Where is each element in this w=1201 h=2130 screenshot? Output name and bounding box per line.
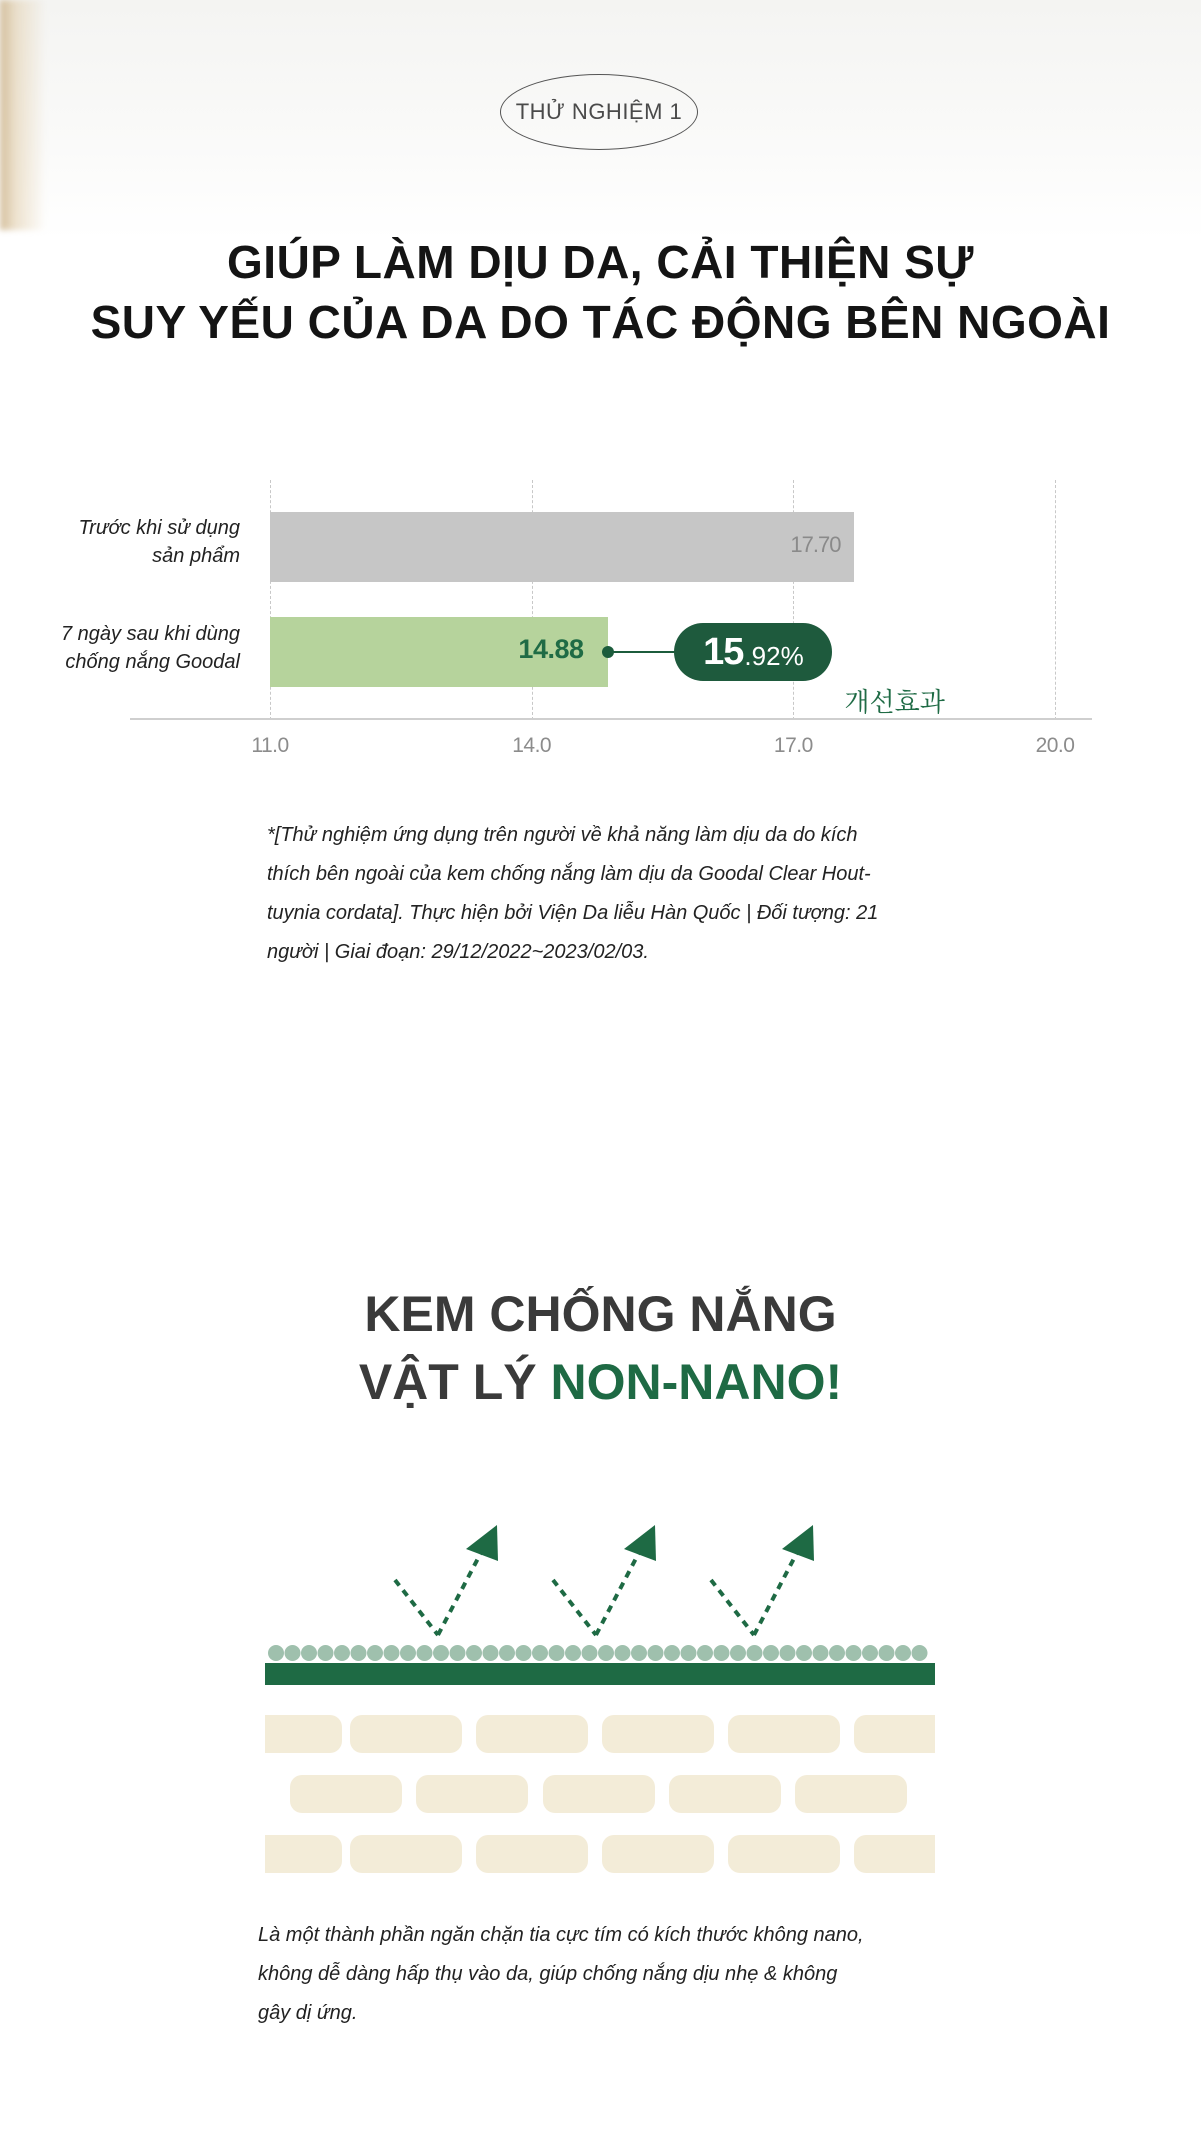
skin-cell	[260, 1715, 342, 1753]
mineral-particle	[400, 1645, 416, 1661]
mineral-particle	[565, 1645, 581, 1661]
mineral-particle	[334, 1645, 350, 1661]
footnote-line-1: *[Thử nghiệm ứng dụng trên người về khả năng làm dịu da do kích	[267, 824, 858, 846]
skin-cell	[669, 1775, 781, 1813]
mineral-particle	[285, 1645, 301, 1661]
grid-line	[1055, 480, 1056, 720]
mineral-particle	[664, 1645, 680, 1661]
reflect-arrow-icon	[553, 1525, 656, 1635]
mineral-particle	[813, 1645, 829, 1661]
section-title-accent: NON-NANO!	[550, 1354, 843, 1410]
skin-cell	[290, 1775, 402, 1813]
footnote-line-3: tuynia cordata]. Thực hiện bởi Viện Da liễu Hàn Quốc | Đối tượng: 21	[267, 902, 879, 924]
mineral-particle	[763, 1645, 779, 1661]
mineral-particle	[384, 1645, 400, 1661]
mineral-particle	[780, 1645, 796, 1661]
skin-cell	[350, 1715, 462, 1753]
test-badge	[500, 74, 698, 150]
page-title-line-1: GIÚP LÀM DỊU DA, CẢI THIỆN SỰ	[227, 236, 974, 288]
section-title-line-2	[0, 1348, 1201, 1416]
mineral-particle	[681, 1645, 697, 1661]
arrow-head	[466, 1525, 498, 1561]
product-description	[258, 1916, 978, 2033]
mineral-particle	[367, 1645, 383, 1661]
mineral-particle	[846, 1645, 862, 1661]
annotation-dot	[602, 646, 614, 658]
category-label-after-line-1: 7 ngày sau khi dùng	[60, 623, 240, 645]
page-title	[0, 232, 1201, 352]
mineral-particle	[615, 1645, 631, 1661]
section-title	[0, 1280, 1201, 1416]
mineral-particle	[829, 1645, 845, 1661]
skin-cell	[795, 1775, 907, 1813]
description-line-3: gây dị ứng.	[258, 2002, 358, 2024]
skin-cell	[854, 1835, 940, 1873]
category-label-before-line-1: Trước khi sử dụng	[78, 517, 240, 539]
mineral-particle	[466, 1645, 482, 1661]
test-badge-label: THỬ NGHIỆM 1	[515, 99, 683, 124]
category-label-before-line-2: sản phẩm	[152, 545, 240, 567]
reflect-arrow-icon	[711, 1525, 814, 1635]
mineral-particle	[268, 1645, 284, 1661]
bar-value-after: 14.88	[518, 634, 584, 664]
x-tick-label: 17.0	[773, 734, 813, 757]
skin-cell	[854, 1715, 940, 1753]
mineral-particle	[549, 1645, 565, 1661]
mineral-particle	[747, 1645, 763, 1661]
mineral-particle	[895, 1645, 911, 1661]
improvement-value-integer: 15	[703, 630, 744, 673]
mineral-particle	[648, 1645, 664, 1661]
sunscreen-layer-icon	[260, 1515, 940, 1875]
mineral-particle	[499, 1645, 515, 1661]
arrow-head	[624, 1525, 656, 1561]
skin-cell	[543, 1775, 655, 1813]
decorative-streak	[0, 0, 46, 230]
reflect-arrows	[395, 1525, 814, 1635]
x-axis-line	[130, 718, 1092, 720]
skin-cell	[416, 1775, 528, 1813]
comparison-bar-chart	[0, 460, 1201, 780]
description-line-2: không dễ dàng hấp thụ vào da, giúp chống nắng dịu nhẹ & không	[258, 1963, 838, 1985]
improvement-caption: 개선효과	[844, 687, 945, 717]
mineral-particle	[714, 1645, 730, 1661]
skin-cell	[728, 1835, 840, 1873]
improvement-badge	[674, 623, 832, 681]
mineral-particle	[450, 1645, 466, 1661]
incoming-ray	[711, 1580, 754, 1635]
improvement-value-decimal: .92%	[744, 640, 804, 671]
reflected-ray	[438, 1545, 485, 1635]
mineral-particle	[912, 1645, 928, 1661]
non-nano-illustration	[260, 1515, 940, 1875]
mineral-particle	[532, 1645, 548, 1661]
mineral-particle	[697, 1645, 713, 1661]
mineral-particle	[631, 1645, 647, 1661]
mineral-particle	[516, 1645, 532, 1661]
skin-cell	[476, 1835, 588, 1873]
section-title-prefix: VẬT LÝ	[358, 1354, 551, 1410]
bar-before	[270, 512, 854, 582]
x-tick-label: 11.0	[251, 734, 289, 757]
study-footnote	[267, 816, 987, 972]
reflected-ray	[754, 1545, 801, 1635]
mineral-particle	[879, 1645, 895, 1661]
skin-cell	[602, 1715, 714, 1753]
mineral-particle	[862, 1645, 878, 1661]
section-title-line-1: KEM CHỐNG NẮNG	[364, 1286, 837, 1342]
bar-value-before: 17.70	[790, 532, 841, 557]
x-tick-label: 20.0	[1035, 734, 1075, 757]
category-label-before	[20, 514, 240, 570]
mineral-particle	[796, 1645, 812, 1661]
mineral-particle	[318, 1645, 334, 1661]
mineral-particle	[417, 1645, 433, 1661]
skin-cell	[476, 1715, 588, 1753]
skin-cell	[260, 1835, 342, 1873]
mineral-particle	[598, 1645, 614, 1661]
footnote-line-4: người | Giai đoạn: 29/12/2022~2023/02/03.	[267, 941, 649, 963]
description-line-1: Là một thành phần ngăn chặn tia cực tím có kích thước không nano,	[258, 1924, 864, 1946]
mineral-particle	[483, 1645, 499, 1661]
mineral-particles	[268, 1645, 928, 1661]
mineral-particle	[301, 1645, 317, 1661]
skin-cell	[728, 1715, 840, 1753]
category-label-after	[20, 620, 240, 676]
skin-cell-rows	[260, 1715, 940, 1873]
footnote-line-2: thích bên ngoài của kem chống nắng làm dịu da Goodal Clear Hout-	[267, 863, 871, 885]
skin-cell	[350, 1835, 462, 1873]
mineral-particle	[730, 1645, 746, 1661]
mineral-particle	[351, 1645, 367, 1661]
x-tick-label: 14.0	[512, 734, 552, 757]
mineral-particle	[433, 1645, 449, 1661]
incoming-ray	[553, 1580, 596, 1635]
incoming-ray	[395, 1580, 438, 1635]
skin-cell	[602, 1835, 714, 1873]
arrow-head	[782, 1525, 814, 1561]
page-title-line-2: SUY YẾU CỦA DA DO TÁC ĐỘNG BÊN NGOÀI	[90, 296, 1111, 348]
reflect-arrow-icon	[395, 1525, 498, 1635]
category-label-after-line-2: chống nắng Goodal	[65, 651, 240, 673]
annotation-connector	[608, 651, 680, 653]
mineral-particle	[582, 1645, 598, 1661]
skin-cells	[260, 1715, 940, 1873]
sunscreen-film	[265, 1663, 935, 1685]
reflected-ray	[596, 1545, 643, 1635]
